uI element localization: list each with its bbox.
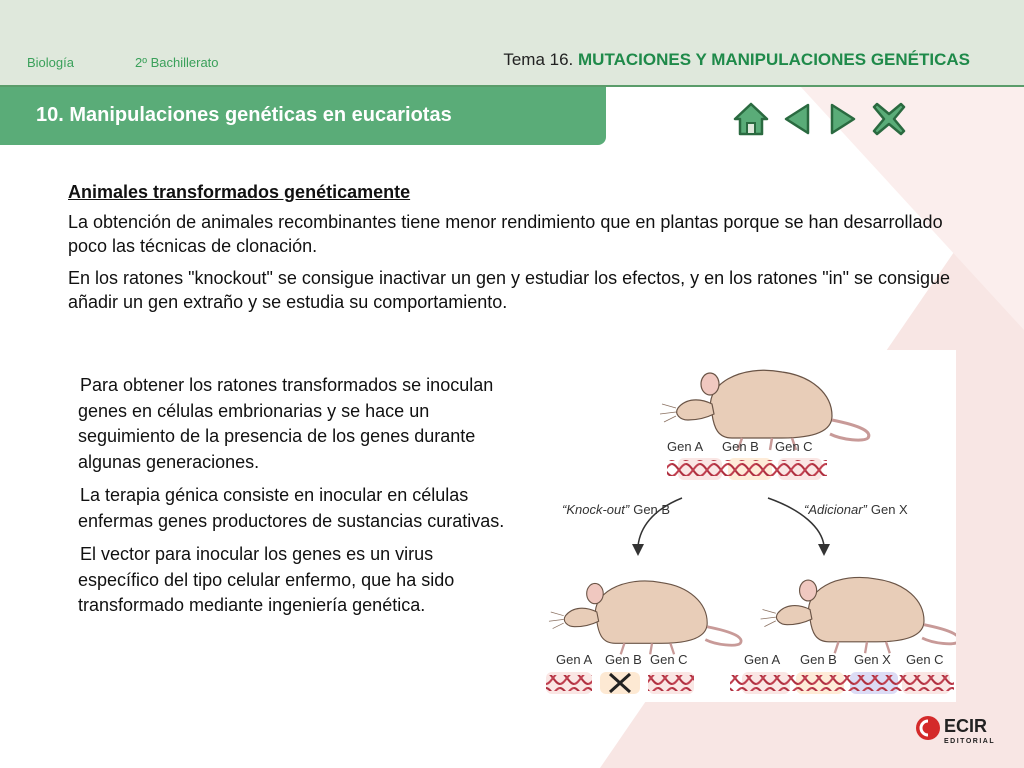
left-gene-a: Gen A xyxy=(556,652,593,667)
logo-sub: EDITORIAL xyxy=(944,738,996,745)
paragraph-cloning: La obtención de animales recombinantes tiene menor rendimiento que en plantas porque se han desarrollado poco las técnicas de clonación. xyxy=(68,212,943,256)
knockout-label: “Knock-out” Gen B xyxy=(562,502,671,517)
left-dna-strand-c xyxy=(648,675,694,691)
logo-brand: ECIR xyxy=(944,716,988,736)
top-dna-strand xyxy=(667,460,827,476)
arrow-left-icon xyxy=(782,101,812,137)
topic-prefix: Tema 16. xyxy=(503,50,574,69)
right-gene-x: Gen X xyxy=(854,652,891,667)
arrow-right-icon xyxy=(828,101,858,137)
paragraph-knockout: En los ratones "knockout" se consigue inactivar un gen y estudiar los efectos, y en los ratones "in" se consigue añadir un gen extraño y se estudia su comportamiento. xyxy=(68,268,951,312)
section-title: 10. Manipulaciones genéticas en eucariotas xyxy=(36,104,452,126)
topic-title xyxy=(503,50,970,70)
knockout-mouse xyxy=(549,581,741,654)
add-label: “Adicionar” Gen X xyxy=(804,502,908,517)
close-icon xyxy=(871,101,907,137)
added-gene-mouse xyxy=(761,577,956,653)
paragraph-embryonic: Para obtener los ratones transformados se inoculan genes en células embrionarias y se hace un seguimiento de la presencia de los genes durante algunas generaciones. xyxy=(78,375,494,472)
home-button[interactable] xyxy=(732,100,770,138)
left-column xyxy=(78,373,518,627)
top-gene-a: Gen A xyxy=(667,439,704,454)
right-gene-c: Gen C xyxy=(906,652,944,667)
previous-button[interactable] xyxy=(778,100,816,138)
next-button[interactable] xyxy=(824,100,862,138)
subject-label: Biología xyxy=(27,55,74,70)
left-dna-strand-a xyxy=(546,675,592,691)
publisher-logo xyxy=(914,712,1004,748)
top-gene-c: Gen C xyxy=(775,439,813,454)
right-gene-b: Gen B xyxy=(800,652,837,667)
main-content xyxy=(68,180,958,322)
right-gene-a: Gen A xyxy=(744,652,781,667)
close-button[interactable] xyxy=(870,100,908,138)
navigation-bar xyxy=(732,100,908,138)
content-heading: Animales transformados genéticamente xyxy=(68,182,411,202)
topic-name: MUTACIONES Y MANIPULACIONES GENÉTICAS xyxy=(578,50,970,69)
paragraph-gene-therapy: La terapia génica consiste en inocular en células enfermas genes productores de sustancias curativas. xyxy=(78,485,505,531)
right-dna-strand xyxy=(730,675,954,691)
top-gene-b: Gen B xyxy=(722,439,759,454)
left-gene-c: Gen C xyxy=(650,652,688,667)
home-icon xyxy=(732,101,770,137)
course-label: 2º Bachillerato xyxy=(135,55,219,70)
transgenic-mice-figure xyxy=(532,350,956,702)
paragraph-vector: El vector para inocular los genes es un virus específico del tipo celular enfermo, que ha sido transformado mediante ingeniería genética. xyxy=(78,544,455,615)
left-gene-b: Gen B xyxy=(605,652,642,667)
